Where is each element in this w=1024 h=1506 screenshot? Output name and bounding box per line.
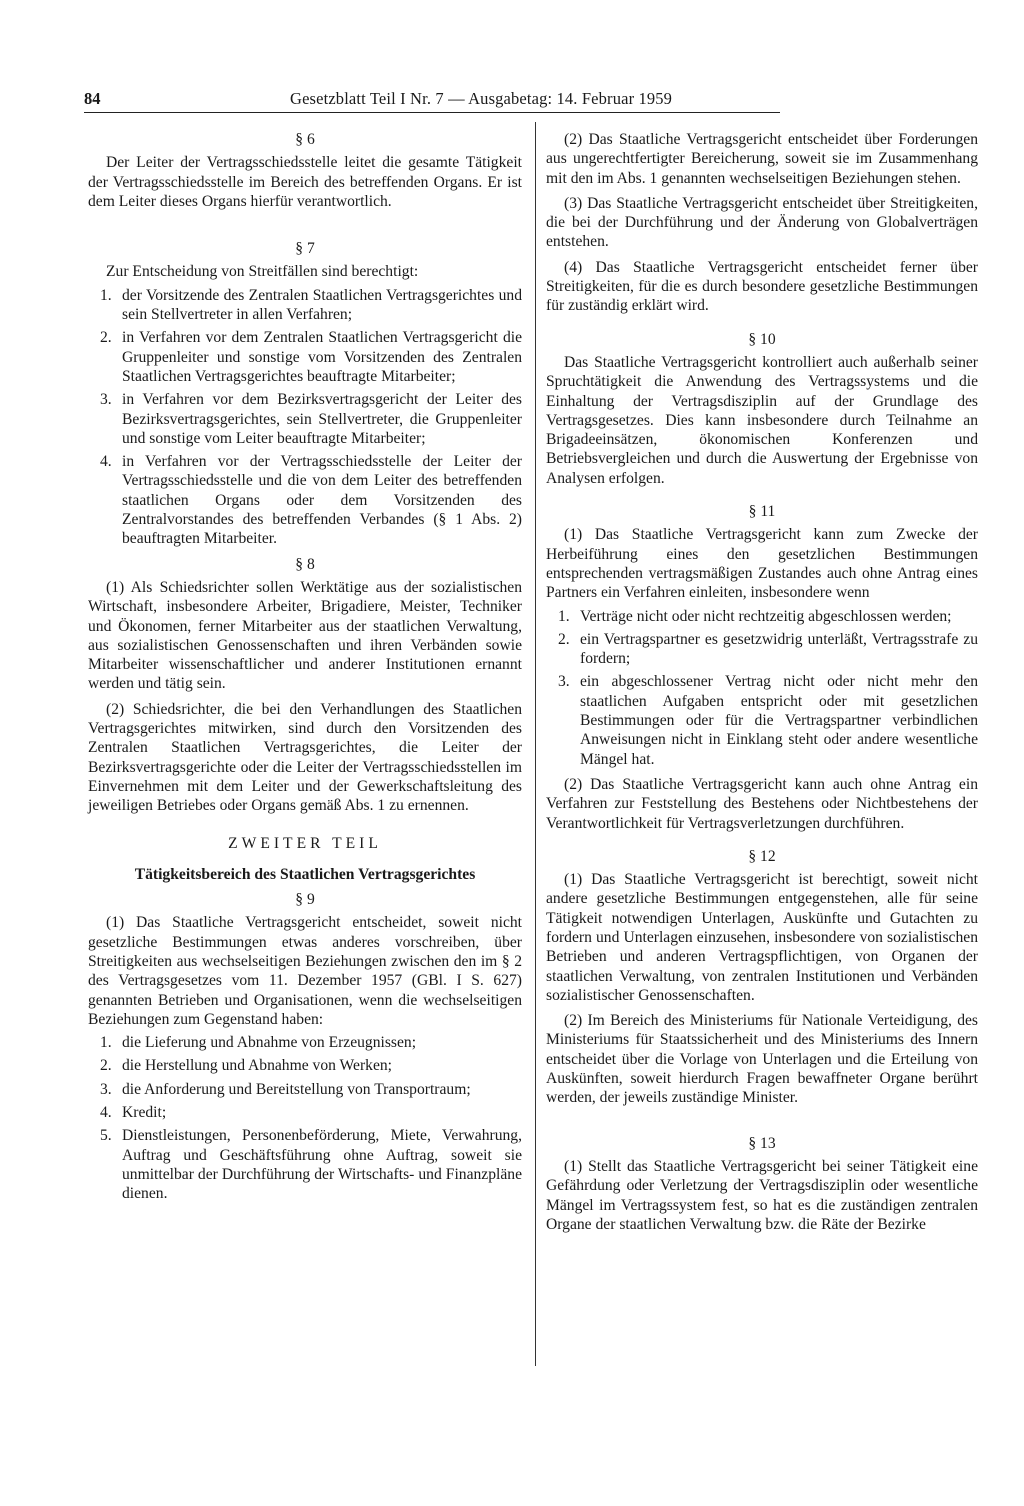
- numbered-list: [88, 1033, 522, 1203]
- paragraph: (2) Im Bereich des Ministeriums für Nationale Verteidigung, des Ministeriums für Staatssicherheit und des Ministeriums des Innern entscheidet über die Vorlage von Unterlagen und die Erteilung von Auskünften, soweit hierdurch Fragen bewaffneter Organe berührt werden, der jeweils zuständige Minister.: [546, 1012, 978, 1107]
- list-text: in Verfahren vor dem Bezirksvertragsgericht der Leiter des Bezirksvertragsgerichtes, sein Stellvertreter, die Gruppenleiter und sonstige vom Leiter beauftragte Mitarbeiter;: [122, 391, 522, 447]
- section-heading-13: § 13: [748, 1134, 776, 1152]
- list-item: [546, 607, 978, 626]
- paragraph: Zur Entscheidung von Streitfällen sind berechtigt:: [106, 263, 419, 281]
- section-heading-12: § 12: [748, 847, 776, 865]
- list-number: 2.: [558, 630, 570, 648]
- section-heading-8: § 8: [295, 555, 315, 573]
- list-item: [88, 1126, 522, 1203]
- list-text: der Vorsitzende des Zentralen Staatlichen Vertragsgerichtes und sein Stellvertreter in allen Verfahren;: [122, 286, 522, 324]
- list-item: [88, 1103, 522, 1122]
- list-text: die Lieferung und Abnahme von Erzeugnissen;: [122, 1034, 417, 1052]
- paragraph: (1) Als Schiedsrichter sollen Werktätige aus der sozialistischen Wirtschaft, insbesondere Arbeiter, Brigadiere, Meister, Techniker und Ökonomen, ferner Mitarbeiter aus der staatlichen Verwaltung, aus sozialistischen Genossenschaften und ihren Verbänden sowie Mitarbeiter wissenschaftlicher und anderer Institutionen ernannt werden und tätig sein.: [88, 578, 522, 693]
- section-heading-7: § 7: [295, 240, 315, 258]
- right-column: [546, 130, 978, 1240]
- numbered-list: [88, 286, 522, 549]
- section-heading-10: § 10: [748, 330, 776, 348]
- paragraph: (2) Das Staatliche Vertragsgericht entscheidet über Forderungen aus ungerechtfertigter Bereicherung, soweit sie im Zusammenhang mit den im Abs. 1 genannten wechselseitigen Beziehungen stehen.: [546, 131, 978, 187]
- list-number: 3.: [100, 1080, 112, 1098]
- list-number: 1.: [558, 607, 570, 625]
- paragraph: (1) Das Staatliche Vertragsgericht entscheidet, soweit nicht gesetzliche Bestimmungen etwas anderes vorschreiben, über Streitigkeiten aus wechselseitigen Beziehungen zwischen den im § 2 des Vertragsgesetzes vom 11. Dezember 1957 (GBl. I S. 627) genannten Betrieben und Organisationen, wenn die wechselseitigen Beziehungen zum Gegenstand haben:: [88, 914, 522, 1028]
- list-number: 2.: [100, 1057, 112, 1075]
- paragraph: (2) Schiedsrichter, die bei den Verhandlungen des Staatlichen Vertragsgerichtes mitwirken, sind durch den Vorsitzenden des Zentralen Staatlichen Vertragsgerichtes, die Leiter der Bezirksvertragsgerichte oder die Leiter der Vertragsschiedsstellen im Einvernehmen mit dem Leiter und der Gewerkschaftsleitung des jeweiligen Betriebes oder Organs gemäß Abs. 1 zu ernennen.: [88, 700, 522, 815]
- numbered-list: [546, 607, 978, 769]
- paragraph: (4) Das Staatliche Vertragsgericht entscheidet ferner über Streitigkeiten, für die es durch besondere gesetzliche Bestimmungen für zuständig erklärt wird.: [546, 258, 978, 315]
- left-column: [88, 130, 522, 1210]
- paragraph: (1) Das Staatliche Vertragsgericht kann zum Zwecke der Herbeiführung eines den gesetzlichen Bestimmungen entsprechenden vertragsmäßigen Zustandes auch ohne Antrag eines Partners ein Verfahren einleiten, insbesondere wenn: [546, 526, 978, 602]
- page-number: 84: [84, 89, 101, 108]
- list-item: [546, 672, 978, 768]
- list-item: [88, 328, 522, 386]
- list-number: 4.: [100, 453, 112, 471]
- list-text: ein abgeschlossener Vertrag nicht oder nicht mehr den staatlichen Aufgaben entspricht oder mit gesetzlichen Bestimmungen oder für die Vertragspartner verbindlichen Anweisungen nicht in Einklang steht oder andere wesentliche Mängel hat.: [580, 673, 978, 768]
- list-text: die Herstellung und Abnahme von Werken;: [122, 1057, 392, 1075]
- paragraph: (1) Stellt das Staatliche Vertragsgericht bei seiner Tätigkeit eine Gefährdung oder Verletzung der Vertragsdisziplin oder wesentliche Mängel im Vertragssystem fest, so hat es die zuständigen zentralen Organe der staatlichen Verwaltung bzw. die Räte der Bezirke: [546, 1157, 978, 1233]
- list-text: ein Vertragspartner es gesetzwidrig unterläßt, Vertragsstrafe zu fordern;: [580, 630, 978, 668]
- list-text: die Anforderung und Bereitstellung von Transportraum;: [122, 1080, 471, 1098]
- list-item: [88, 1056, 522, 1075]
- list-number: 2.: [100, 329, 112, 347]
- list-number: 3.: [100, 391, 112, 409]
- running-title: Gesetzblatt Teil I Nr. 7 — Ausgabetag: 14. Februar 1959: [290, 89, 673, 108]
- list-item: [88, 390, 522, 448]
- list-item: [88, 286, 522, 325]
- part-subtitle: Tätigkeitsbereich des Staatlichen Vertragsgerichtes: [134, 865, 476, 883]
- list-text: in Verfahren vor der Vertragsschiedsstelle der Leiter der Vertragsschiedsstelle und die von dem Leiter des betreffenden staatlichen Organs oder dem Vorsitzenden des Zentralvorstandes des betreffenden Verbandes (§ 1 Abs. 2) beauftragten Mitarbeiter.: [122, 453, 522, 548]
- list-text: Kredit;: [122, 1104, 167, 1122]
- list-text: Verträge nicht oder nicht rechtzeitig abgeschlossen werden;: [580, 607, 952, 625]
- list-text: Dienstleistungen, Personenbeförderung, Miete, Verwahrung, Auftrag und Geschäftsführung ohne Auftrag, soweit sie unmittelbar der Durchführung der Wirtschafts- und Finanzpläne dienen.: [122, 1127, 522, 1203]
- paragraph: (3) Das Staatliche Vertragsgericht entscheidet über Streitigkeiten, die bei der Durchführung und der Änderung von Globalverträgen entstehen.: [546, 194, 978, 251]
- section-heading-6: § 6: [295, 131, 315, 148]
- paragraph: Das Staatliche Vertragsgericht kontrolliert auch außerhalb seiner Spruchtätigkeit die Anwendung des Vertragssystems und die Einhaltung der Vertragsdisziplin auf der Grundlage des Vertragsgesetzes. Dies kann insbesondere durch Teilnahme an Brigadeeinsätzen, ökonomischen Konferenzen und Betriebsvergleichen und durch die Auswertung der Ergebnisse von Analysen erfolgen.: [546, 353, 978, 487]
- list-text: in Verfahren vor dem Zentralen Staatlichen Vertragsgericht die Gruppenleiter und sonstige vom Vorsitzenden des Zentralen Staatlichen Vertragsgerichtes beauftragte Mitarbeiter;: [122, 329, 522, 385]
- list-item: [88, 1080, 522, 1099]
- section-heading-11: § 11: [748, 503, 776, 521]
- column-divider: [535, 122, 536, 1366]
- paragraph: Der Leiter der Vertragsschiedsstelle leitet die gesamte Tätigkeit der Vertragsschiedsstelle im Bereich des betreffenden Organs. Er ist dem Leiter dieses Organs hierfür verantwortlich.: [88, 154, 522, 210]
- list-item: [88, 452, 522, 548]
- list-number: 5.: [100, 1127, 112, 1145]
- page-header: [84, 86, 780, 113]
- list-number: 4.: [100, 1104, 112, 1122]
- paragraph: (1) Das Staatliche Vertragsgericht ist berechtigt, soweit nicht andere gesetzliche Bestimmungen entgegenstehen, alle für seine Tätigkeit notwendigen Unterlagen, Auskünfte und Gutachten zu fordern und Unterlagen einzusehen, insbesondere von sozialistischen Betrieben und anderen Vertragspflichtigen, von Organen der staatlichen Verwaltung, von zentralen Institutionen und Verbänden sozialistischer Genossenschaften.: [546, 871, 978, 1004]
- list-item: [88, 1033, 522, 1052]
- section-heading-9: § 9: [295, 891, 315, 909]
- list-number: 1.: [100, 1034, 112, 1052]
- list-item: [546, 630, 978, 669]
- part-title: ZWEITER TEIL: [228, 834, 382, 852]
- list-number: 1.: [100, 286, 112, 304]
- paragraph: (2) Das Staatliche Vertragsgericht kann auch ohne Antrag ein Verfahren zur Feststellung des Bestehens oder Nichtbestehens der Verantwortlichkeit für Vertragsverletzungen durchführen.: [546, 775, 978, 832]
- list-number: 3.: [558, 673, 570, 691]
